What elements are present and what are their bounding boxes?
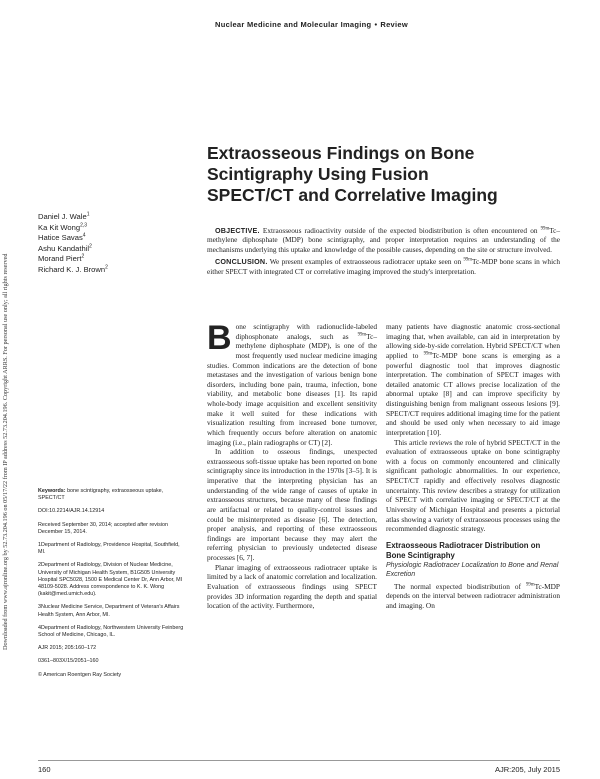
title-line: Extraosseous Findings on Bone	[207, 143, 475, 163]
abstract	[207, 226, 560, 279]
article-title	[207, 143, 567, 206]
running-header-type: Review	[380, 20, 409, 29]
author: Ashu Kandathil$^2$	[38, 243, 92, 253]
running-header-section: Nuclear Medicine and Molecular Imaging	[215, 20, 372, 29]
article-metadata	[38, 488, 188, 685]
body-paragraph: In addition to osseous findings, unexpected extraosseous soft-tissue uptake has been reported on bone scintigraphy since its introduction in the 1970s [3–5]. It is imperative that the interpreting physician has an understanding of the wide range of causes of uptake in extraosseous structures, because many of these findings are artifactual or related to quality-control issues and could be misinterpreted as disease [6]. The detection, proper analysis, and reporting of these extraosseous findings are important because they may alert the referring physician to previously undetected disease processes [6, 7].	[207, 447, 377, 562]
title-line: SPECT/CT and Correlative Imaging	[207, 185, 498, 205]
affiliation: 2Department of Radiology, Division of Nuclear Medicine, University of Michigan Health System, B1G505 University Hospital SPC5028, 1500 E Medical Center Dr, Ann Arbor, MI 48109-5028. Address correspondence to K. K. Wong (kakit@med.umich.edu).	[38, 562, 183, 598]
received-dates: Received September 30, 2014; accepted after revision December 15, 2014.	[38, 521, 169, 535]
author: Richard K. J. Brown$^2$	[38, 264, 108, 274]
download-side-note: Downloaded from www.ajronline.org by 52.73.204.196 on 05/17/22 from IP address 52.73.204.196. Copyright ARRS. For personal use only; all rights reserved	[2, 253, 9, 650]
abstract-conclusion: CONCLUSION. We present examples of extraosseous radiotracer uptake seen on $^{99m}$Tc-MDP bone scans in which either SPECT with integrated CT or correlative imaging improved the study's interpretation.	[207, 257, 560, 276]
drop-cap: B	[207, 319, 232, 357]
title-line: Scintigraphy Using Fusion	[207, 164, 429, 184]
author: Hatice Savas$^4$	[38, 232, 86, 243]
running-header-separator: •	[374, 20, 378, 29]
body-paragraph: Planar imaging of extraosseous radiotracer uptake is limited by a lack of anatomic correlation and localization. Evaluation of extraosseous findings using SPECT provides 3D information regarding the depth and spatial location of the activity. Furthermore,	[207, 562, 377, 611]
body-paragraph: This article reviews the role of hybrid SPECT/CT in the evaluation of extraosseous uptake on bone scintigraphy with a focus on commonly encountered and clinically significant pathologic abnormalities. In our experience, SPECT/CT rapidly and effectively resolves diagnostic uncertainty. This review describes a strategy for utilization of SPECT with correlative imaging or SPECT/CT at the University of Michigan Hospital and presents a pictorial atlas showing a variety of extraosseous processes using the recommended diagnostic strategy.	[386, 437, 560, 534]
section-heading: Extraosseous Radiotracer Distribution on Bone Scintigraphy	[386, 540, 541, 560]
author: Daniel J. Wale$^1$	[38, 211, 90, 221]
abstract-objective: OBJECTIVE. Extraosseous radioactivity outside of the expected biodistribution is often encountered on $^{99m}$Tc–methylene diphosphate (MDP) bone scintigraphy, and proper interpretation requires an understanding of the mechanisms underlying this uptake and knowledge of the possible causes, depending on the site or structure involved.	[207, 226, 561, 254]
author-list	[38, 212, 188, 276]
footer-rule	[38, 760, 560, 761]
journal-footer: AJR:205, July 2015	[494, 765, 560, 774]
body-column-right	[386, 322, 560, 611]
copyright: © American Roentgen Ray Society	[38, 671, 122, 678]
affiliation: 4Department of Radiology, Northwestern University Feinberg School of Medicine, Chicago, IL.	[38, 624, 184, 639]
keywords: Keywords: bone scintigraphy, extraosseous uptake, SPECT/CT	[38, 488, 164, 502]
affiliation: 3Nuclear Medicine Service, Department of Veteran's Affairs Health System, Ann Arbor, MI.	[38, 604, 180, 618]
affiliation: 1Department of Radiology, Providence Hospital, Southfield, MI.	[38, 542, 180, 556]
doi: DOI:10.2214/AJR.14.12914	[38, 508, 105, 515]
body-paragraph: many patients have diagnostic anatomic cross-sectional imaging that, when available, can aid in interpretation by allowing side-by-side correlation. Hybrid SPECT/CT when applied to $^{99m}$Tc-MDP bone scans is emerging as a powerful diagnostic tool that improves diagnostic interpretation. The combination of SPECT images with detailed anatomic CT allows precise localization of the abnormal uptake [8] and can improve specificity by distinguishing benign from malignant osseous lesions [9]. SPECT/CT requires additional imaging time for the patient and should be used only when necessary to aid image interpretation [10].	[386, 322, 561, 437]
author: Ka Kit Wong$^{2,3}$	[38, 222, 88, 232]
body-paragraph: Bone scintigraphy with radionuclide-labeled diphosphonate analogs, such as $^{99m}$Tc–methylene diphosphate (MDP), is one of the most frequently used nuclear medicine imaging studies. Common indications are the detection of bone metastases and the investigation of various benign bone disorders, including bone pain, trauma, infection, bone viability, and metabolic bone diseases [1]. Its rapid whole-body image acquisition and excellent sensitivity make it well suited for these indications with visualization resulting from increased bone turnover, which frequently occurs before alteration on anatomic imaging (i.e., plain radiographs or CT) [2].	[207, 319, 377, 447]
author: Morand Piert$^2$	[38, 253, 85, 264]
page-number: 160	[38, 765, 51, 774]
body-paragraph: The normal expected biodistribution of $^{99m}$Tc-MDP depends on the interval between radiotracer administration and imaging. On	[386, 581, 560, 610]
citation: AJR 2015; 205:160–172	[38, 645, 97, 652]
issn: 0361–803X/15/2051–160	[38, 658, 99, 665]
running-header	[215, 20, 555, 29]
body-column-left	[207, 319, 377, 611]
subsection-heading: Physiologic Radiotracer Localization to Bone and Renal Excretion	[386, 561, 559, 578]
